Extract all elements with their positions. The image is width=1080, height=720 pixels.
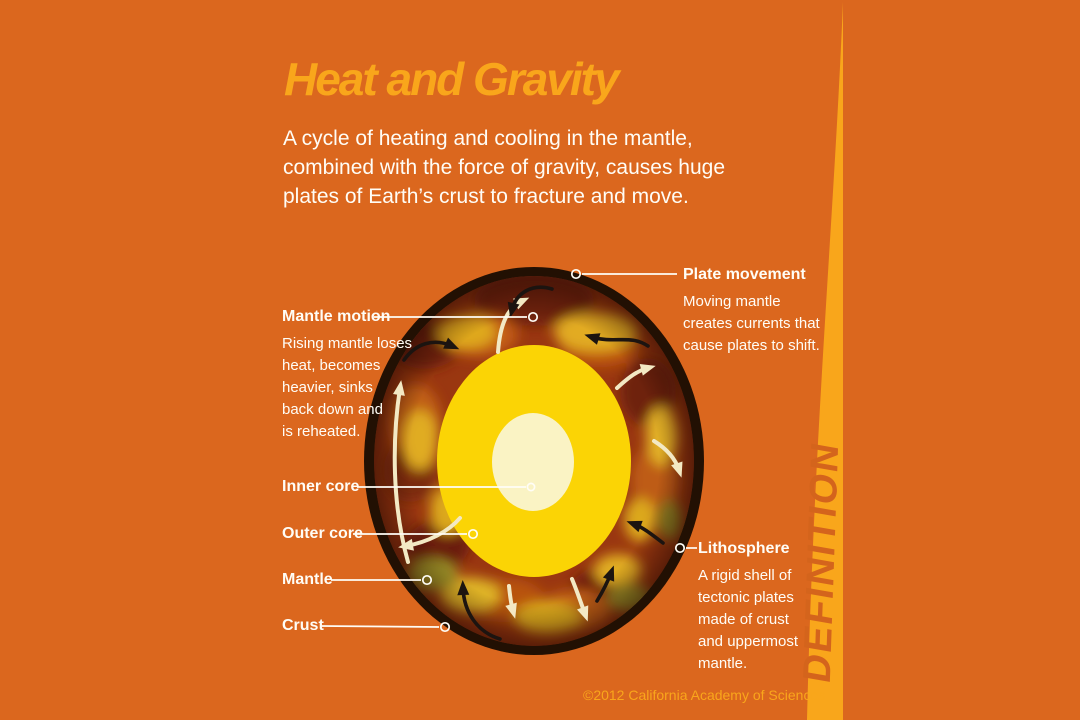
definition-sidebar-label: DEFINITION <box>795 437 848 687</box>
copyright-credit: ©2012 California Academy of Sciences <box>583 687 826 703</box>
label-outer-core: Outer core <box>282 525 363 542</box>
callout-plate-movement-title: Plate movement <box>683 266 806 283</box>
intro-line: A cycle of heating and cooling in the mantle, <box>283 127 693 150</box>
callout-plate-movement <box>683 266 820 357</box>
label-inner-core: Inner core <box>282 478 360 495</box>
label-crust: Crust <box>282 617 324 634</box>
callout-mantle-motion-body: Rising mantle loses heat, becomes heavier, sinks back down and is reheated. <box>282 335 413 440</box>
callout-plate-movement-body: Moving mantle creates currents that cause plates to shift. <box>683 293 820 354</box>
intro-paragraph <box>283 124 725 211</box>
leader-crust <box>321 626 439 627</box>
intro-line: combined with the force of gravity, causes huge <box>283 156 726 179</box>
callout-lithosphere-title: Lithosphere <box>698 540 790 557</box>
page-title: Heat and Gravity <box>284 53 618 105</box>
label-mantle: Mantle <box>282 571 333 588</box>
earth-cross-section <box>364 267 704 655</box>
callout-lithosphere <box>698 540 798 675</box>
callout-mantle-motion <box>282 308 412 443</box>
intro-line: plates of Earth’s crust to fracture and move. <box>283 185 689 208</box>
callout-mantle-motion-title: Mantle motion <box>282 308 391 325</box>
callout-lithosphere-body: A rigid shell of tectonic plates made of crust and uppermost mantle. <box>698 567 799 672</box>
inner-core <box>492 413 574 511</box>
